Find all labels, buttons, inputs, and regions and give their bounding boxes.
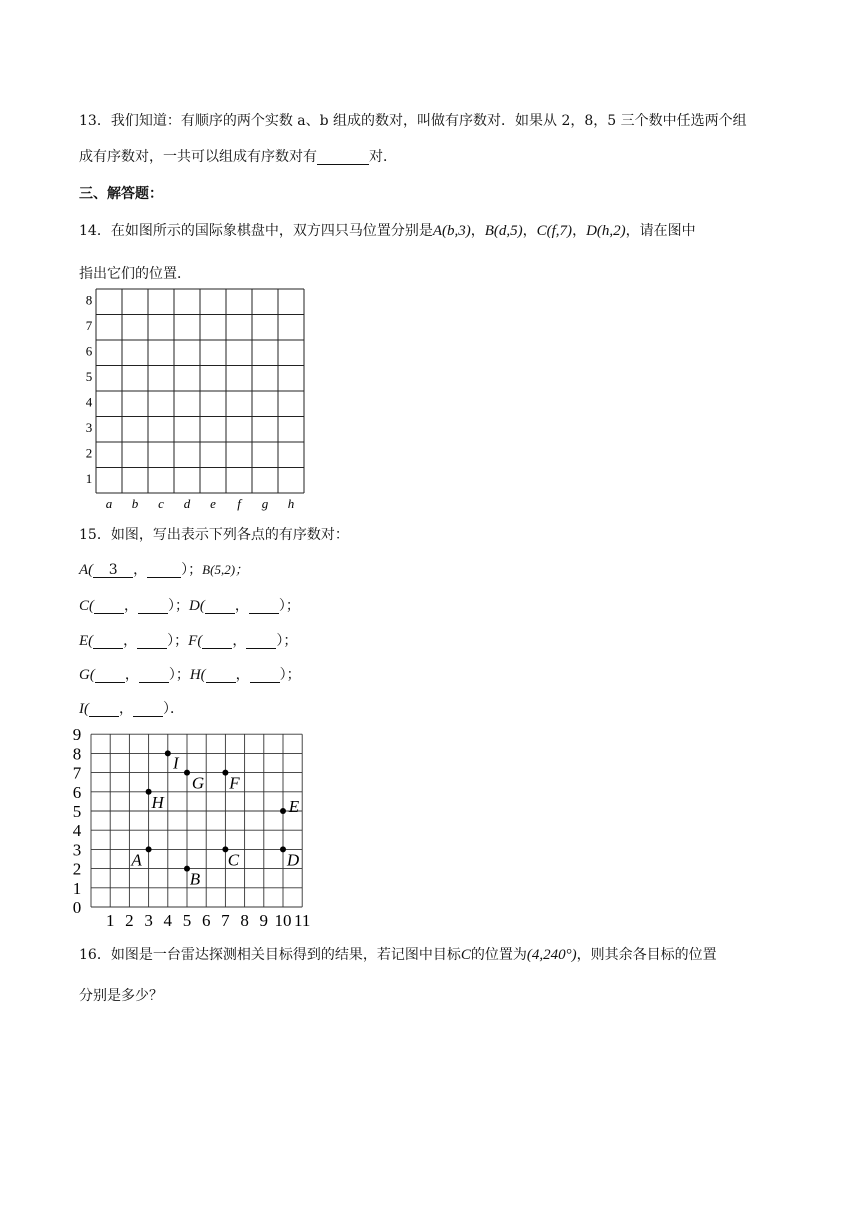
end-d: ）； [278,598,300,614]
q14-point-c: C(f,7) [536,223,573,239]
q13-line2 [79,146,397,166]
q13-text-a: 成有序数对，一共可以组成有序数对有 [79,149,317,165]
y-tick-label: 9 [72,725,82,745]
end-a: ）； [181,562,203,578]
q14-line1: 14．在如图所示的国际象棋盘中，双方四只马位置分别是A(b,3)，B(d,5)，C(f,7)，D(h,2)，请在图中 [79,223,696,239]
q13-answer-blank[interactable] [317,150,369,165]
q16-text-a: 16．如图是一台雷达探测相关目标得到的结果，若记图中目标 [79,947,461,963]
blank-i-y[interactable] [133,702,163,717]
chessboard [80,286,310,512]
section-heading: 三、解答题： [79,186,163,202]
x-tick-label: 2 [125,911,134,930]
board-col-label: d [183,496,191,511]
end-g: ）； [168,667,190,683]
y-tick-label: 0 [72,898,82,917]
label-i: I( [79,701,89,717]
end-h: ）； [279,667,301,683]
x-tick-label: 8 [240,911,249,930]
q15-intro: 15．如图，写出表示下列各点的有序数对： [79,527,349,543]
q16-coord: (4,240°) [526,947,577,963]
q15-row5: I( ， ）． [79,701,184,717]
q14-intro: 14．在如图所示的国际象棋盘中，双方四只马位置分别是 [79,223,433,239]
point-label-e: E [288,797,300,816]
point-label-f: F [229,773,240,793]
board-col-label: e [210,496,216,511]
blank-h-y[interactable] [250,668,280,683]
blank-d-x[interactable] [205,599,235,614]
y-tick-label: 1 [72,878,82,898]
label-a: A( [79,562,94,578]
point-e [280,808,286,814]
end-f: ）； [276,633,298,649]
board-col-label: g [261,496,269,511]
sep-a: ， [133,562,148,578]
point-label-c: C [227,850,240,870]
point-f [222,770,228,776]
y-tick-label: 3 [72,840,82,860]
label-d: D( [189,598,205,614]
blank-c-x[interactable] [94,599,124,614]
point-label-i: I [172,753,179,773]
blank-i-x[interactable] [89,702,119,717]
q16-text-end: ，则其余各目标的位置 [576,947,717,963]
board-col-label: h [287,496,295,511]
end-c: ）； [168,598,189,614]
x-tick-label: 10 [274,911,292,930]
board-row-label: 3 [85,419,93,435]
q14-tail: ，请在图中 [625,223,696,239]
point-label-d: D [286,850,300,870]
y-tick-label: 2 [72,859,82,879]
x-tick-label: 6 [201,911,211,930]
q15-row2: C( ， ）；D( ， ）； [79,598,300,614]
board-col-label: c [158,496,164,511]
blank-e-x[interactable] [93,634,123,649]
blank-f-x[interactable] [202,634,232,649]
y-tick-label: 4 [72,821,82,841]
q14-line2: 指出它们的位置． [79,266,191,282]
label-g: G( [79,667,95,683]
q14-point-a: A(b,3) [432,223,471,239]
q16-line2: 分别是多少？ [79,988,163,1004]
x-tick-label: 1 [105,911,115,930]
board-col-label: f [237,496,241,511]
blank-c-y[interactable] [138,599,168,614]
point-g [184,770,190,776]
board-row-label: 4 [85,394,93,410]
q15-row1 [79,559,248,579]
coordinate-grid [60,722,330,932]
board-row-label: 1 [85,470,93,486]
y-tick-label: 5 [72,802,82,821]
blank-a-x[interactable]: 3 [93,563,133,578]
label-e: E( [79,633,94,649]
blank-f-y[interactable] [246,634,276,649]
board-row-label: 2 [85,445,93,461]
x-tick-label: 4 [163,911,173,930]
q13-line1: 13．我们知道：有顺序的两个实数 a、b 组成的数对，叫做有序数对．如果从 2，8，5 三个数中任选两个组 [79,113,747,129]
end-i: ）． [163,701,184,717]
board-row-label: 6 [85,343,93,359]
label-f: F( [188,633,203,649]
blank-g-x[interactable] [95,668,125,683]
x-tick-label: 5 [182,911,192,930]
q15-row4: G( ， ）；H( ， ）； [79,667,301,683]
y-tick-label: 8 [72,744,82,764]
point-label-h: H [151,792,164,812]
q13-text-b: 对． [369,149,397,165]
board-row-label: 8 [85,292,93,308]
y-tick-label: 7 [72,763,82,783]
board-row-label: 7 [85,317,93,333]
y-tick-label: 6 [72,782,82,802]
point-a [146,846,152,852]
point-d [280,846,286,852]
board-row-label: 5 [85,368,93,384]
point-label-b: B [189,869,201,889]
blank-h-x[interactable] [206,668,236,683]
x-tick-label: 11 [294,911,311,930]
board-col-label: b [131,496,139,511]
x-tick-label: 3 [144,911,153,930]
label-c: C( [79,598,94,614]
q14-point-d: D(h,2) [586,223,626,239]
point-label-g: G [191,773,205,793]
q15-row3: E( ， ）；F( ， ）； [79,633,298,649]
point-i [165,750,171,756]
end-e: ）； [167,633,189,649]
label-h: H( [189,667,206,683]
x-tick-label: 7 [221,911,230,930]
q16-line1 [79,944,717,964]
blank-e-y[interactable] [137,634,167,649]
q16-target-c: C [460,947,471,963]
board-col-label: a [105,496,113,511]
blank-d-y[interactable] [249,599,279,614]
x-tick-label: 9 [259,911,269,930]
blank-a-y[interactable] [147,563,181,578]
label-b: B(5,2)； [202,562,249,577]
blank-g-y[interactable] [139,668,169,683]
q16-text-b: 的位置为 [470,947,527,963]
q14-point-b: B(d,5) [484,223,523,239]
point-label-a: A [131,850,142,870]
